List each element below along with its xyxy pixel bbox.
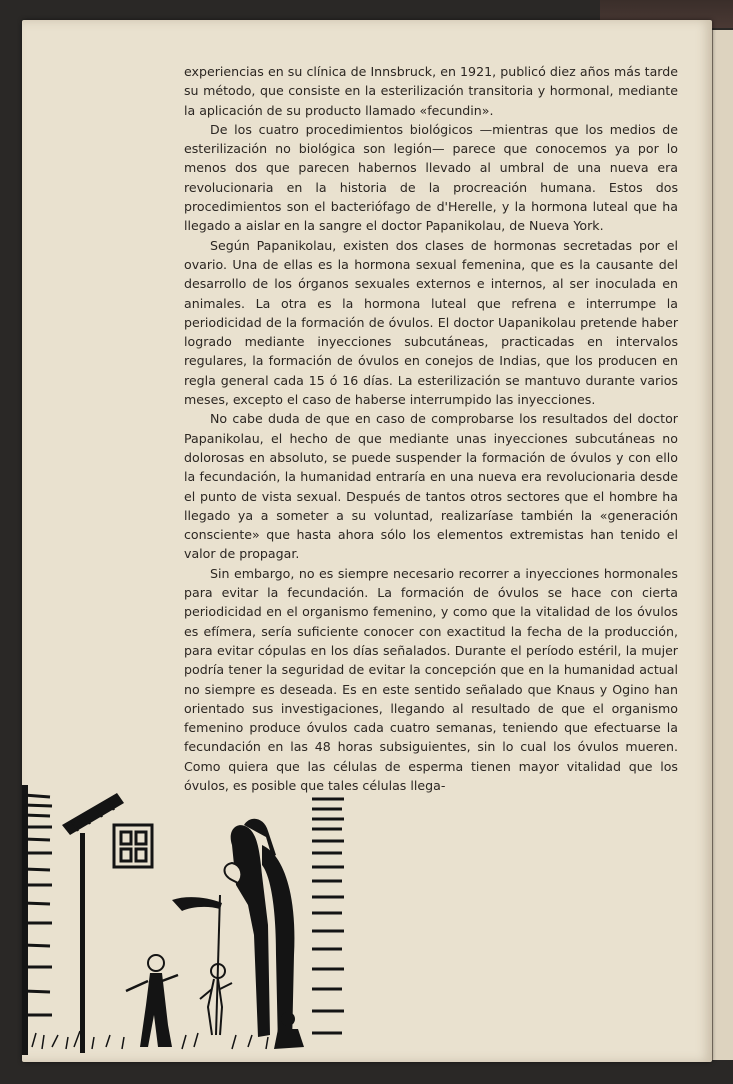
paragraph-4: No cabe duda de que en caso de comprobarse los resultados del doctor Papanikolau, el hecho de que mediante unas inyecciones subcutáneas no dolorosas en absoluto, se puede suspender la formación de óvulos y con ello la fecundación, la humanidad entraría en una nueva era revolucionaria desde el punto de vista sexual. Después de tantos otros sectores que el hombre ha llegado ya a someter a su voluntad, realizaríase también la «generación consciente» que hasta ahora sólo los elementos extremistas han tenido el valor de propagar. bbox=[184, 411, 678, 562]
paragraph-2: De los cuatro procedimientos biológicos —mientras que los medios de esterilización no biológica son legión— parece que conocemos ya por lo menos dos que parecen habernos llevado al umbral de una nueva era revolucionaria en la historia de la procreación humana. Estos dos procedimientos son el bacteriófago de d'Herelle, y la hormona luteal que ha llegado a aislar en la sangre el doctor Papanikolau, de Nueva York. bbox=[184, 121, 678, 234]
paragraph-5: Sin embargo, no es siempre necesario recorrer a inyecciones hormonales para evitar la fecundación. La formación de óvulos se hace con cierta periodicidad en el organismo femenino, y como que la vitalidad de los óvulos es efímera, sería suficiente conocer con exactitud la fecha de la producción, para evitar cópulas en los días señalados. Durante el período estéril, la mujer podría tener la seguridad de evitar la concepción que en la humanidad actual no siempre es deseada. Es en este sentido señalado que Knaus y Ogino han orientado sus investigaciones, llegando al resultado de que el organismo femenino produce óvulos cada cuatro semanas, teniendo que efectuarse la fecundación en las 48 horas subsiguientes, sin lo cual los óvulos mueren. Como quiera que las células de esperma tienen mayor vitalidad que los óvulos, es posible que tales células llega- bbox=[184, 565, 678, 793]
window-icon bbox=[114, 825, 152, 867]
woman-with-baby-figure bbox=[172, 819, 294, 1047]
house-wall bbox=[24, 795, 52, 1015]
paragraph-1: experiencias en su clínica de Innsbruck, en 1921, publicó diez años más tarde su método, que consiste en la esterilización transitoria y hormonal, mediante la aplicación de su producto llamado «fecundin». bbox=[184, 64, 678, 118]
child-figure-left bbox=[126, 955, 178, 1047]
article-text bbox=[184, 62, 678, 795]
paragraph-3: Según Papanikolau, existen dos clases de hormonas secretadas por el ovario. Una de ellas es la hormona sexual femenina, que es la causante del desarrollo de los órganos sexuales externos e internos, al ser inoculada en animales. La otra es la hormona luteal que refrena e interrumpe la periodicidad de la formación de óvulos. El doctor Uapanikolau pretende haber logrado mediante inyecciones subcutáneas, practicadas en intervalos regulares, la formación de óvulos en conejos de Indias, que los producen en regla general cada 15 ó 16 días. La esterilización se mantuvo durante varios meses, excepto el caso de haberse interrumpido las inyecciones. bbox=[184, 237, 678, 408]
fence-post bbox=[312, 799, 344, 1033]
woodcut-illustration bbox=[22, 785, 352, 1060]
adjacent-page-edge bbox=[712, 30, 733, 1060]
